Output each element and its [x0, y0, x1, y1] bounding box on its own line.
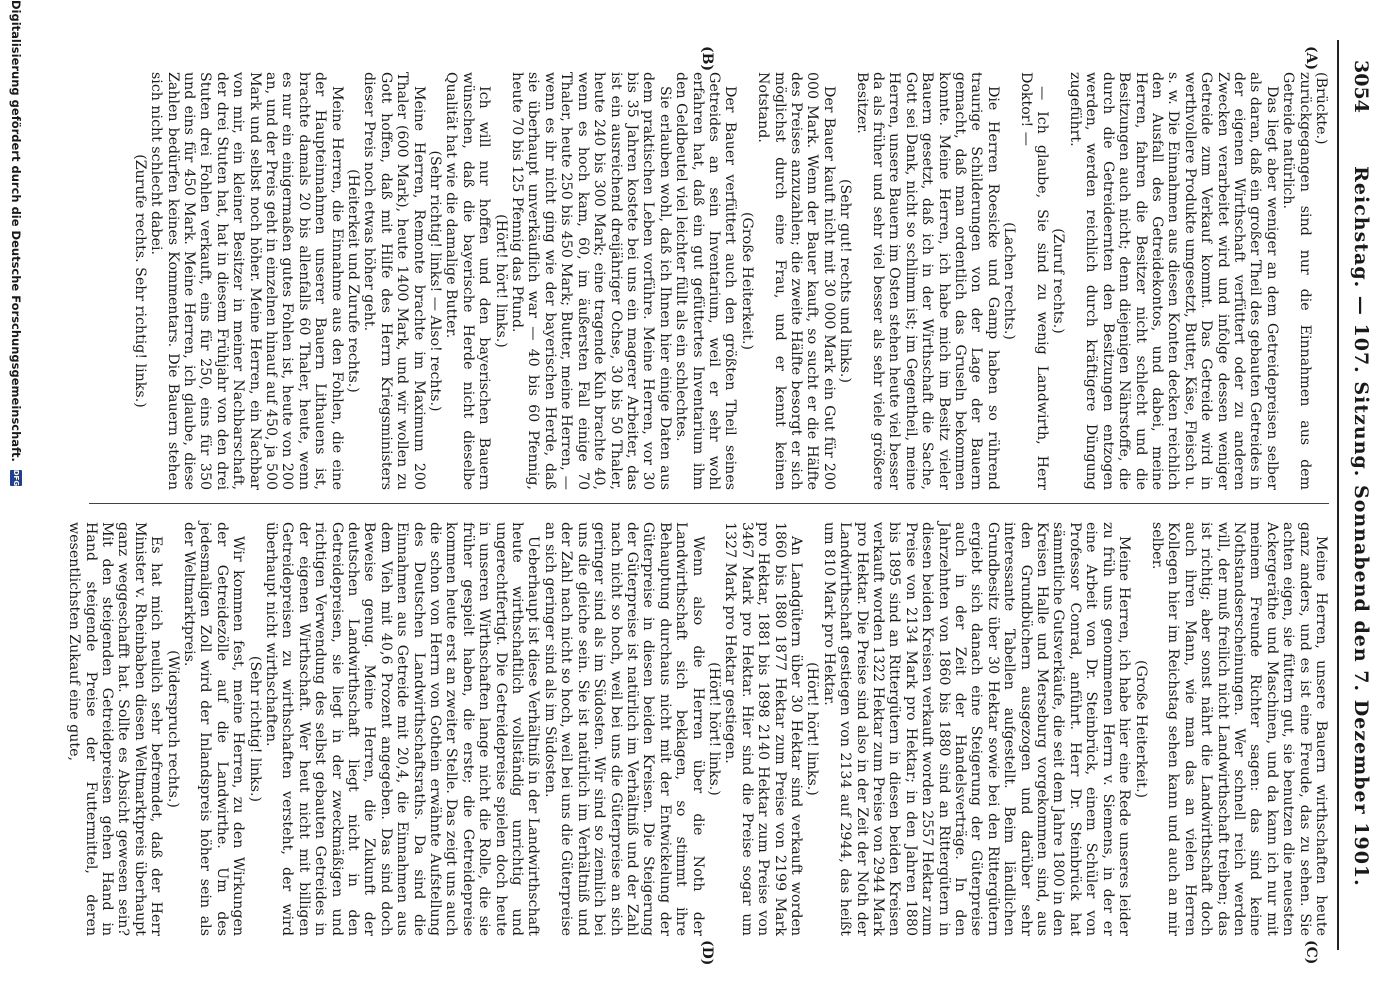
margin-letter-c: (C) [1303, 940, 1319, 965]
column-divider [89, 503, 1329, 504]
header-rule [1337, 40, 1339, 950]
paragraph: Das liegt aber weniger an dem Getreidepreisen selber als daran, daß ein großer Theil des gebauten Getreides in der eigenen Wirthschaft verfüttert oder zu anderen Zwecken verarbeitet wird und infolge dessen weniger Getreide zum Verkauf kommt. Das Getreide wird in werthvollere Produkte umgesetzt, Butter, Käse, Fleisch u. s. w. Die Einnahmen aus diesen Konten decken reichlich den Ausfall des Getreidekontos, und dabei, meine Herren, fahren die Besitzer nicht schlecht und die Besitzungen auch nicht; denn diejenigen Nährstoffe, die durch die Getreideernten den Besitzungen entzogen werden, werden reichlich durch kräftigere Düngung zugeführt. [1066, 72, 1280, 490]
right-column [66, 522, 1329, 936]
paragraph: Meine Herren, unsere Bauern wirthschaften heute ganz anders, und es ist eine Freude, das zu sehen. Sie achten eigen, sie füttern gut, sie benutzen die neuesten Ackergeräthe und Maschinen, und da kann ich nur mit meinem Freunde Richter sagen: das sind keine Nothstandserscheinungen. Wer schnell reich werden will, der muß freilich nicht Landwirthschaft treiben; das ist richtig; aber sonst nährt die Landwirthschaft doch auch ihren Mann, wie man das an vielen Herren Kollegen hier im Reichstag sehen kann und auch an mir selber. [1148, 522, 1329, 936]
interjection: (Große Heiterkeit.) [738, 211, 755, 351]
margin-letter-d: (D) [699, 940, 715, 966]
margin-letter-b: (B) [699, 46, 715, 72]
paragraph: Meine Herren, die Einnahme aus den Fohlen, die eine der Haupteinnahmen unserer Bauern Lithauens ist, brachte damals 20 bis allenfalls 60 Thaler, heute, wenn es nur ein einigermaßen gutes Fohlen ist, heute von 200 an, und der Preis geht in einzelnen hinauf auf 450, ja 500 Mark und selbst noch höher. Meine Herren, ein Nachbar von mir, ein kleiner Besitzer in meiner Nachbarschaft, der drei Stuten hat, hat in diesem Frühjahr von den drei Stuten drei Fohlen verkauft, eins für 250, eins für 350 und eins für 450 Mark. Meine Herren, ich glaube, diese Zahlen bedürfen keines Kommentars. Die Bauern stehen sich nicht schlecht dabei. [148, 72, 345, 490]
left-column [79, 72, 1329, 490]
paragraph: zurückgegangen sind nur die Einnahmen aus dem Getreide natürlich. [1280, 72, 1313, 490]
page-number: 3054 [1350, 60, 1372, 113]
paragraph: Der Bauer kauft nicht mit 30 000 Mark ein Gut für 200 000 Mark. Wenn der Bauer kauft, so sucht er die Hälfte des Preises anzuzahlen; die zweite Hälfte besorgt er sich möglichst durch eine Frau, und er kennt keinen Notstand. [755, 72, 837, 490]
paragraph: — Ich glaube, Sie sind zu wenig Landwirth, Herr Doktor! — [1017, 72, 1051, 490]
page-footer [4, 0, 28, 1000]
paragraph: Wenn also die Herren über die Noth der Landwirthschaft sich beklagen, so stimmt ihre Behauptung durchaus nicht mit der Entwickelung der Güterpreise in diesen beiden Kreisen. Die Steigerung der Güterpreise ist natürlich im Verhältniß und der Zahl nach nicht so hoch, weil bei uns die Güterpreise an sich geringer sind als im Südosten. Wir sind so ziemlich bei uns die gleiche sein. Sie ist natürlich im Verhältniß und der Zahl nach nicht so hoch, weil bei uns die Güterpreise an sich geringer sind als im Südosten. [541, 522, 706, 936]
interjection: (Hört! hört! links.) [804, 662, 821, 796]
paragraph: An Landgütern über 30 Hektar sind verkauft worden 1860 bis 1880 1877 Hektar zum Preise von 2199 Mark pro Hektar, 1881 bis 1898 2140 Hektar zum Preise von 3467 Mark pro Hektar. Hier sind die Preise sogar um 1327 Mark pro Hektar gestiegen. [722, 522, 804, 936]
interjection: (Sehr richtig! links! — Also! rechts.) [427, 150, 444, 412]
paragraph: Meine Herren, Remonte brachte im Maximum 200 Thaler (600 Mark), heute 1400 Mark, und wir wollen zu Gott hoffen, daß mit Hilfe des Herrn Kriegsministers dieser Preis noch etwas höher geht. [361, 72, 427, 490]
interjection: (Große Heiterkeit.) [1132, 659, 1149, 799]
dfg-logo: DFG [12, 469, 20, 487]
interjection: (Zuruf rechts.) [1050, 228, 1067, 334]
interjection: (Sehr richtig! links.) [246, 655, 263, 803]
paragraph: Der Bauer verfüttert auch den größten Theil seines Getreides an sein Inventarium, weil er sehr wohl erfahren hat, daß ein gut gefüttertes Inventarium ihm den Geldbeutel viel leichter füllt als ein schlechtes. [673, 72, 739, 490]
paragraph: Die Herren Roesicke und Gamp haben so rührend traurige Schilderungen von der Lage der Bauern gemacht, daß man ordentlich das Gruseln bekommen konnte. Meine Herren, ich habe mich im Besitz vieler Bauern gesetzt, daß ich in der Wirthschaft die Sache, Gott sei Dank, nicht so schlimm ist; im Gegentheil, meine Herren, unsere Bauern im Osten stehen heute viel besser da als früher und sehr viel besser als sehr viele größere Besitzer. [853, 72, 1001, 490]
paragraph: Wir kommen fest, meine Herren, zu den Wirkungen der Getreidezölle auf die Landwirthe. Um des jedesmaligen Zoll wird der Inlandspreis höher sein als der Weltmarktpreis. [180, 522, 247, 936]
interjection: (Lachen rechts.) [1001, 222, 1018, 340]
paragraph: Ich will nur hoffen und den bayerischen Bauern wünschen, daß die bayerische Herde nicht dieselbe Qualität hat wie die damalige Butter. [443, 72, 493, 490]
paragraph: Sie erlauben wohl, daß ich Ihnen hier einige Daten aus dem praktischen Leben vorführe. Meine Herren, vor 30 bis 35 Jahren kostete bei uns ein magerer Arbeiter, das ist ein ausreichend dreijähriger Ochse, 30 bis 50 Thaler, heute 240 bis 300 Mark; eine tragende Kuh brachte 40, wenn es hoch kam, 60, im äußersten Fall einige 70 Thaler, heute 250 bis 450 Mark; Butter, meine Herren, — wenn es ihr nicht ging wie der bayerischen Herde, daß sie überhaupt unverkäuflich war — 40 bis 60 Pfennig, heute 70 bis 125 Pfennig das Pfund. [509, 72, 673, 490]
interjection: (Widerspruch rechts.) [164, 650, 181, 808]
footer-credit: Digitalisierung gefördert durch die Deutsche Forschungsgemeinschaft. [9, 0, 23, 462]
interjection: (Sehr gut! rechts und links.) [837, 179, 854, 383]
margin-letter-a: (A) [1303, 46, 1319, 71]
interjection: (Zurufe rechts. Sehr richtig! links.) [131, 154, 148, 408]
paragraph: Ueberhaupt ist diese Verhältniß in der Landwirthschaft heute wirthschaftlich vollständig unrichtig und ungerechtfertigt. Die Getreidepreise spielen doch heute in unseren Wirthschaften lange nicht die Rolle, die sie früher gespielt haben, die erste; die Getreidepreise kommen heute erst an zweiter Stelle. Das zeigt uns auch die schon von Herrn von Gothein erwähnte Aufstellung des Deutschen Landwirthschaftsraths. Da sind die Einnahmen aus Getreide mit 20,4, die Einnahmen aus dem Vieh mit 40,6 Prozent angegeben. Das sind doch Beweise genug. Meine Herren, die Zukunft der deutschen Landwirthschaft liegt nicht in den Getreidepreisen, sie liegt in der zweckmäßigen und richtigen Verwendung des selbst gebauten Getreides in der eigenen Wirthschaft. Wer heut nicht mit billigen Getreidepreisen zu wirthschaften versteht, der wird überhaupt nicht wirthschaften. [263, 522, 542, 936]
paragraph: (Brückte.) [1313, 72, 1329, 145]
page-header [1339, 60, 1383, 940]
paragraph: Meine Herren, ich habe hier eine Rede unseres leider zu früh uns genommenen Herrn v. Siemens, in der er eine Arbeit von Dr. Steinbrück, einem Schüler von Professor Conrad, anführt. Herr Dr. Steinbrück hat sämmtliche Gutsverkäufe, die seit dem Jahre 1800 in den Kreisen Halle und Merseburg vorgekommen sind, aus den Grundbüchern ausgezogen und darüber sehr interessante Tabellen aufgestellt. Beim ländlichen Grundbesitz über 30 Hektar sowie bei den Rittergütern ergiebt sich danach eine Steigerung der Güterpreise auch in der Zeit der Handelsverträge. In den Jahrzehnten von 1860 bis 1880 sind an Rittergütern in diesen beiden Kreisen verkauft worden 2557 Hektar zum Preise von 2134 Mark pro Hektar; in den Jahren 1880 bis 1895 sind an Rittergütern in diesen beiden Kreisen verkauft worden 1322 Hektar zum Preise von 2944 Mark pro Hektar. Die Preise sind also in der Zeit der Noth der Landwirthschaft gestiegen von 2134 auf 2944, das heißt um 810 Mark pro Hektar. [820, 522, 1133, 936]
interjection: (Heiterkeit und Zurufe rechts.) [345, 169, 362, 393]
interjection: (Hört! hört! links.) [492, 214, 509, 348]
interjection: (Hört! hört! links.) [705, 662, 722, 796]
paragraph: Es hat mich neulich sehr befremdet, daß der Herr Minister v. Rheinbaben diesen Weltmarktpreis überhaupt ganz weggeschafft hat. Sollte es Absicht gewesen sein? Mit den steigenden Getreidepreisen gehen Hand in Hand steigende Preise der Futtermittel, deren wesentlichsten Zukauf eine gute, [66, 522, 165, 936]
page-title: Reichstag. — 107. Sitzung. Sonnabend den 7. Dezember 1901. [1350, 166, 1372, 887]
